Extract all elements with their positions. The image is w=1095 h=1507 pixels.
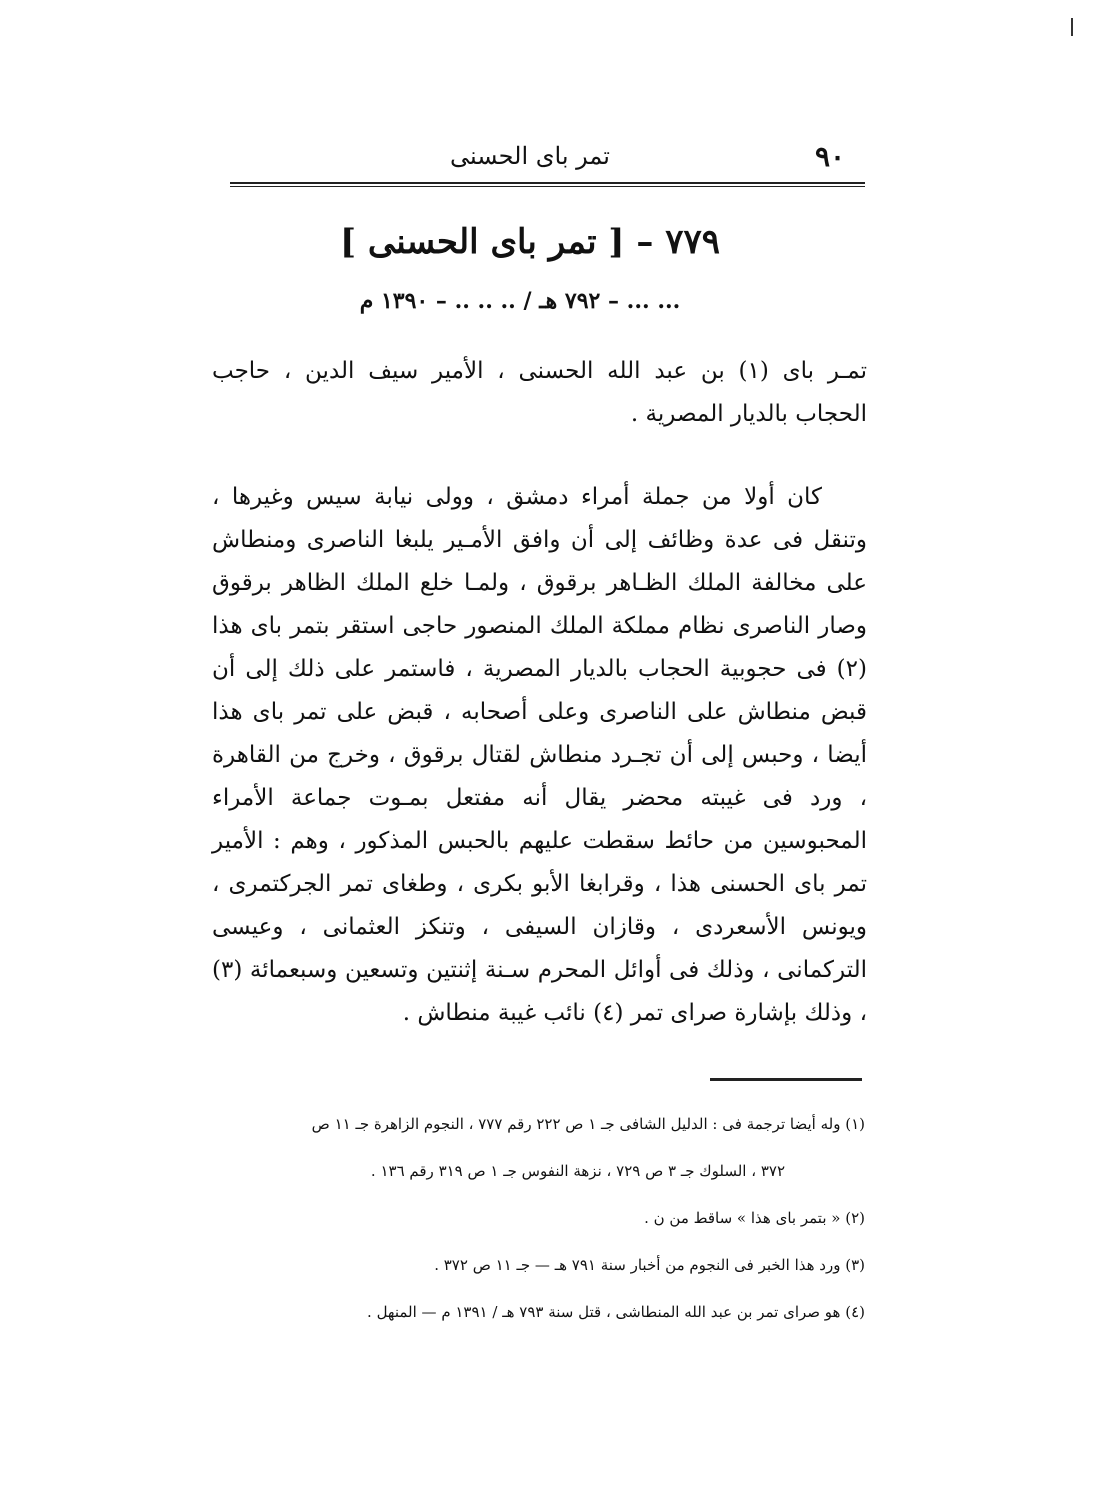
entry-intro: تمـر باى (١) بن عبد الله الحسنى ، الأمير سيف الدين ، حاجب الحجاب بالديار المصرية . [212, 358, 867, 427]
entry-title: ٧٧٩ – [ تمر باى الحسنى ] [340, 222, 720, 262]
footnote-3: (٣) ورد هذا الخبر فى النجوم من أخبار سنة ٧٩١ هـ — جـ ١١ ص ٣٧٢ . [434, 1256, 865, 1274]
footnote-4: (٤) هو صراى تمر بن عبد الله المنطاشى ، قتل سنة ٧٩٣ هـ / ١٣٩١ م — المنهل . [367, 1303, 865, 1321]
footnote-1-continued: ٣٧٢ ، السلوك جـ ٣ ص ٧٢٩ ، نزهة النفوس جـ ١ ص ٣١٩ رقم ١٣٦ . [370, 1162, 785, 1180]
page-number: ٩٠ [815, 140, 846, 173]
header-rule [230, 182, 865, 187]
entry-body [212, 350, 867, 1035]
footnote-2: (٢) « بتمر باى هذا » ساقط من ن . [644, 1209, 865, 1227]
scan-mark [1071, 18, 1073, 36]
footnotes [215, 1108, 865, 1343]
footnote-separator [710, 1078, 862, 1081]
footnote-1: (١) وله أيضا ترجمة فى : الدليل الشافى جـ ١ ص ٢٢٢ رقم ٧٧٧ ، النجوم الزاهرة جـ ١١ ص [311, 1115, 865, 1133]
running-title: تمر باى الحسنى [450, 142, 610, 170]
entry-dates: ... ... – ٧٩٢ هـ / .. .. .. – ١٣٩٠ م [359, 288, 681, 314]
entry-paragraph: كان أولا من جملة أمراء دمشق ، وولى نيابة سيس وغيرها ، وتنقل فى عدة وظائف إلى أن وافق الأمـير يلبغا الناصرى ومنطاش على مخالفة الملك الظـاهر برقوق ، ولمـا خلع الملك الظاهر برقوق وصار الناصرى نظام مملكة الملك المنصور حاجى استقر بتمر باى هذا (٢) فى حجوبية الحجاب بالديار المصرية ، فاستمر على ذلك إلى أن قبض منطاش على الناصرى وعلى أصحابه ، قبض على تمر باى هذا أيضا ، وحبس إلى أن تجـرد منطاش لقتال برقوق ، وخرج من القاهرة ، ورد فى غيبته محضر يقال أنه مفتعل بمـوت جماعة الأمراء المحبوسين من حائط سقطت عليهم بالحبس المذكور ، وهم : الأمير تمر باى الحسنى هذا ، وقرابغا الأبو بكرى ، وطغاى تمر الجركتمرى ، ويونس الأسعردى ، وقازان السيفى ، وتنكز العثمانى ، وعيسى التركمانى ، وذلك فى أوائل المحرم سـنة إثنتين وتسعين وسبعمائة (٣) ، وذلك بإشارة صراى تمر (٤) نائب غيبة منطاش . [212, 484, 867, 1026]
